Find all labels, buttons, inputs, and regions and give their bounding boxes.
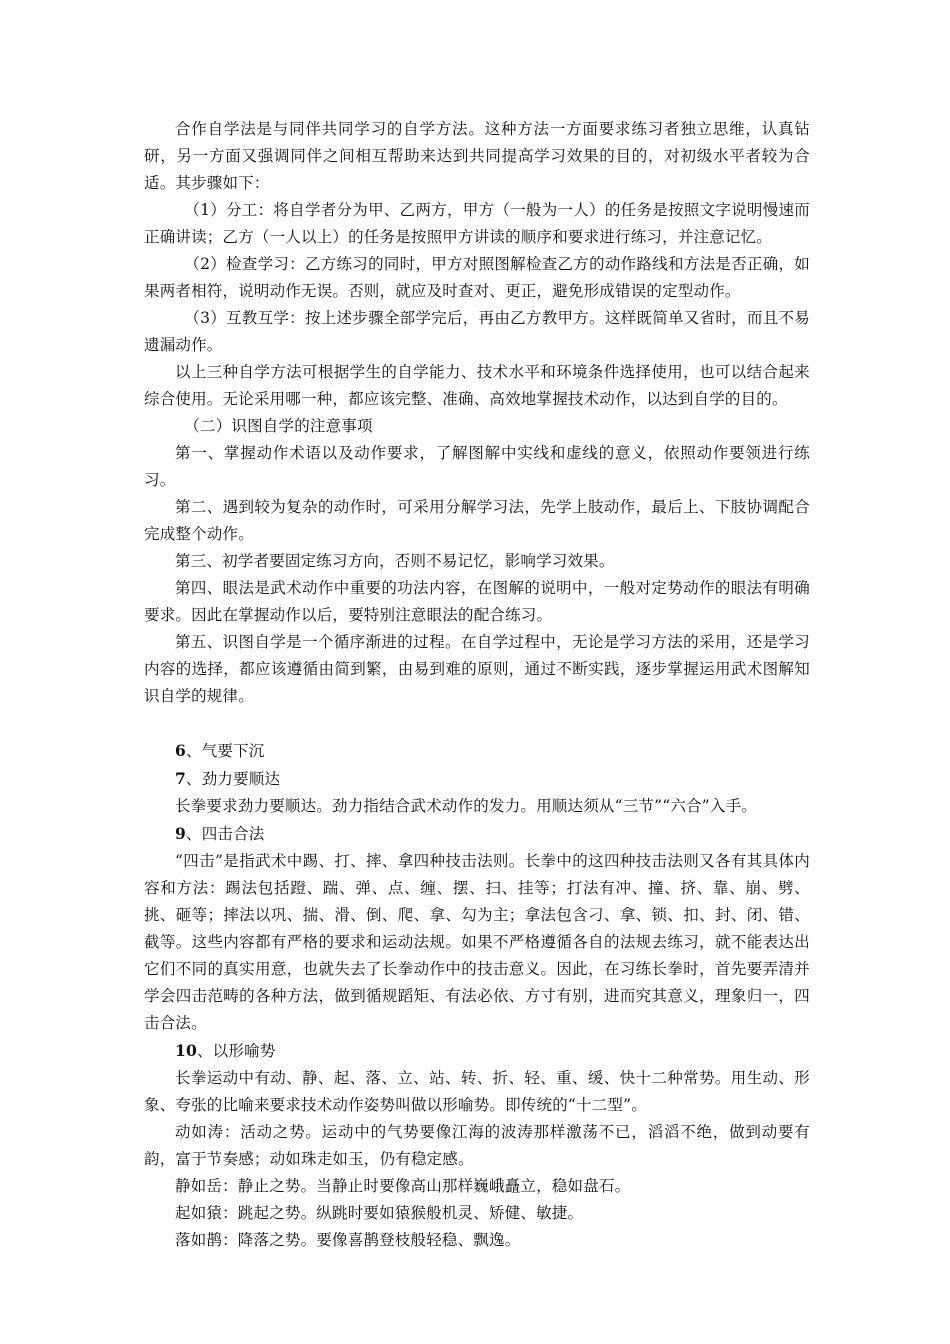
- paragraph-step-1: （1）分工：将自学者分为甲、乙两方，甲方（一般为一人）的任务是按照文字说明慢速而正确讲读；乙方（一人以上）的任务是按照甲方讲读的顺序和要求进行练习，并注意记忆。: [144, 201, 810, 246]
- heading-section-10: [144, 1037, 810, 1065]
- paragraph-move-like-waves: 动如涛：活动之势。运动中的气势要像江海的波涛那样激荡不已，滔滔不绝，做到动要有韵，富于节奏感；动如珠走如玉，仍有稳定感。: [144, 1123, 810, 1168]
- heading-number: 9: [175, 824, 186, 843]
- heading-title: 、以形喻势: [196, 1042, 276, 1060]
- heading-section-7: [144, 765, 810, 793]
- paragraph-step-3: （3）互教互学：按上述步骤全部学完后，再由乙方教甲方。这样既简单又省时，而且不易遗漏动作。: [144, 309, 810, 354]
- heading-number: 7: [175, 769, 186, 788]
- heading-title: 、气要下沉: [186, 742, 265, 760]
- paragraph-note-2: 第二、遇到较为复杂的动作时，可采用分解学习法，先学上肢动作，最后上、下肢协调配合完成整个动作。: [144, 498, 810, 543]
- paragraph-rise-like-ape: 起如猿：跳起之势。纵跳时要如猿猴般机灵、矫健、敏捷。: [175, 1204, 584, 1222]
- paragraph-section-9: “四击”是指武术中踢、打、摔、拿四种技击法则。长拳中的这四种技击法则又各有其具体内容和方法：踢法包括蹬、踹、弹、点、缠、摆、扫、挂等；打法有冲、撞、挤、靠、崩、劈、挑、砸等；摔法以巩、揣、滑、倒、爬、拿、勾为主；拿法包含刁、拿、锁、扣、封、闭、错、截等。这些内容都有严格的要求和运动法规。如果不严格遵循各自的法规去练习，就不能表达出它们不同的真实用意，也就失去了长拳动作中的技击意义。因此，在习练长拳时，首先要弄清并学会四击范畴的各种方法，做到循规蹈矩、有法必依、方寸有别，进而究其意义，理象归一，四击合法。: [144, 852, 810, 1032]
- document-page: [144, 116, 810, 1254]
- paragraph-step-2: （2）检查学习：乙方练习的同时，甲方对照图解检查乙方的动作路线和方法是否正确，如果两者相符，说明动作无误。否则，就应及时查对、更正，避免形成错误的定型动作。: [144, 255, 810, 300]
- heading-number: 6: [175, 741, 186, 760]
- heading-section-9: [144, 820, 810, 848]
- paragraph-still-like-mountain: 静如岳：静止之势。当静止时要像高山那样巍峨矗立，稳如盘石。: [175, 1177, 631, 1195]
- paragraph-note-4: 第四、眼法是武术动作中重要的功法内容，在图解的说明中，一般对定势动作的眼法有明确要求。因此在掌握动作以后，要特别注意眼法的配合练习。: [144, 579, 810, 624]
- paragraph-note-3: 第三、初学者要固定练习方向，否则不易记忆，影响学习效果。: [175, 552, 615, 570]
- heading-title: 、劲力要顺达: [186, 770, 281, 788]
- paragraph-note-1: 第一、掌握动作术语以及动作要求，了解图解中实线和虚线的意义，依照动作要领进行练习。: [144, 444, 810, 489]
- paragraph-cooperative-method: 合作自学法是与同伴共同学习的自学方法。这种方法一方面要求练习者独立思维，认真钻研，另一方面又强调同伴之间相互帮助来达到共同提高学习效果的目的，对初级水平者较为合适。其步骤如下：: [144, 120, 810, 192]
- paragraph-summary: 以上三种自学方法可根据学生的自学能力、技术水平和环境条件选择使用，也可以结合起来综合使用。无论采用哪一种，都应该完整、准确、高效地掌握技术动作，以达到自学的目的。: [144, 363, 810, 408]
- heading-number: 10: [175, 1041, 197, 1060]
- paragraph-section-7: 长拳要求劲力要顺达。劲力指结合武术动作的发力。用顺达须从“三节”“六合”入手。: [175, 797, 757, 815]
- section-gap: [144, 710, 810, 737]
- heading-section-6: [144, 737, 810, 765]
- paragraph-twelve-postures: 长拳运动中有动、静、起、落、立、站、转、折、轻、重、缓、快十二种常势。用生动、形象、夸张的比喻来要求技术动作姿势叫做以形喻势。即传统的“十二型”。: [144, 1069, 810, 1114]
- paragraph-note-5: 第五、识图自学是一个循序渐进的过程。在自学过程中，无论是学习方法的采用，还是学习内容的选择，都应该遵循由简到繁，由易到难的原则，通过不断实践，逐步掌握运用武术图解知识自学的规律。: [144, 633, 810, 705]
- paragraph-land-like-magpie: 落如鹊：降落之势。要像喜鹊登枝般轻稳、飘逸。: [175, 1231, 521, 1249]
- subheading-notes: （二）识图自学的注意事项: [184, 417, 373, 435]
- heading-title: 、四击合法: [186, 825, 265, 843]
